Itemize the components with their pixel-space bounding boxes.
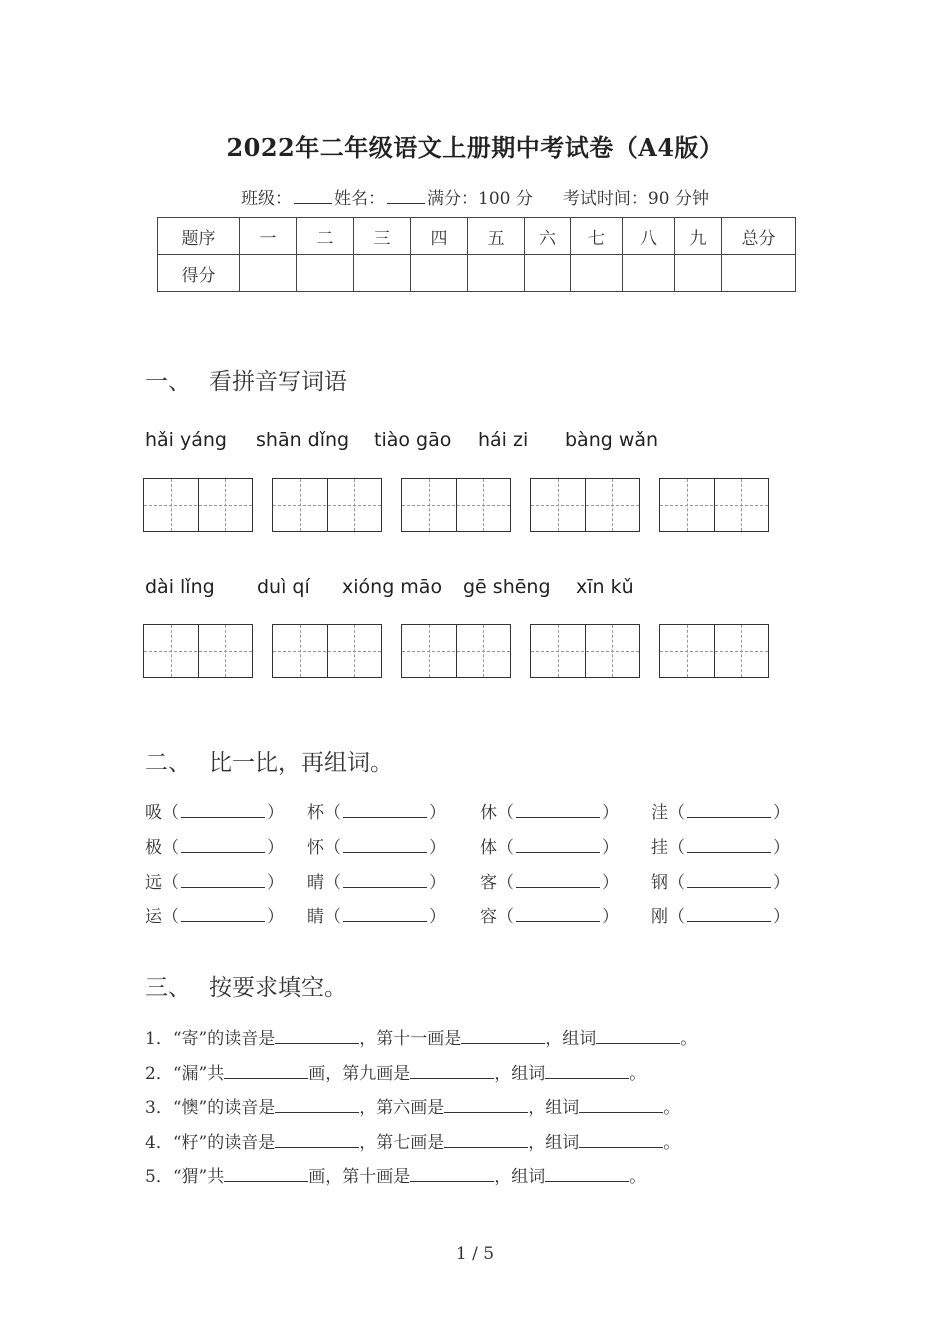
fill-text: 。 (629, 1167, 647, 1187)
fill-text: 1．“寄”的读音是 (145, 1029, 276, 1049)
close-paren: ） (602, 907, 619, 927)
compare-char: 客 (480, 873, 497, 893)
writing-box[interactable] (272, 624, 382, 678)
section2-title: 比一比，再组词。 (209, 750, 393, 776)
section3-heading (145, 969, 347, 1002)
fill-item (145, 1128, 680, 1153)
compare-item (307, 798, 446, 823)
open-paren: （ (324, 873, 341, 893)
name-blank[interactable] (387, 189, 425, 204)
compare-char: 极 (145, 838, 162, 858)
pinyin: hái zi (478, 429, 529, 451)
score-input-cell[interactable] (525, 255, 571, 292)
writing-box[interactable] (401, 478, 511, 532)
score-cell: 二 (297, 218, 354, 255)
fill-blank[interactable] (275, 1133, 359, 1148)
fill-item (145, 1024, 697, 1049)
compare-blank[interactable] (343, 907, 427, 922)
writing-box[interactable] (530, 478, 640, 532)
section3-number: 三、 (145, 975, 191, 1001)
open-paren: （ (162, 907, 179, 927)
fill-blank[interactable] (545, 1064, 629, 1079)
fill-text: ，组词 (494, 1064, 546, 1084)
fill-blank[interactable] (444, 1098, 528, 1113)
close-paren: ） (429, 838, 446, 858)
section1-number: 一、 (145, 369, 191, 395)
fill-item (145, 1059, 646, 1084)
fill-item (145, 1093, 680, 1118)
close-paren: ） (773, 803, 790, 823)
open-paren: （ (668, 803, 685, 823)
close-paren: ） (267, 803, 284, 823)
close-paren: ） (773, 873, 790, 893)
fill-text: 。 (663, 1133, 681, 1153)
compare-blank[interactable] (687, 838, 771, 853)
class-blank[interactable] (294, 189, 332, 204)
fill-text: ，第十一画是 (359, 1029, 462, 1049)
compare-item (651, 868, 790, 893)
open-paren: （ (497, 838, 514, 858)
exam-title: 2022年二年级语文上册期中考试卷（A4版） (226, 133, 724, 162)
compare-blank[interactable] (687, 873, 771, 888)
fill-blank[interactable] (444, 1133, 528, 1148)
score-cell: 五 (468, 218, 525, 255)
fill-blank[interactable] (579, 1133, 663, 1148)
score-cell: 八 (623, 218, 675, 255)
fill-text: 4．“籽”的读音是 (145, 1133, 276, 1153)
compare-blank[interactable] (516, 803, 600, 818)
compare-char: 挂 (651, 838, 668, 858)
close-paren: ） (267, 838, 284, 858)
compare-char: 钢 (651, 873, 668, 893)
writing-box[interactable] (530, 624, 640, 678)
compare-item (651, 833, 790, 858)
fill-text: ，组词 (528, 1133, 580, 1153)
writing-box[interactable] (401, 624, 511, 678)
compare-blank[interactable] (687, 907, 771, 922)
pinyin: hǎi yáng (145, 429, 227, 451)
pinyin: bàng wǎn (565, 429, 659, 451)
writing-box[interactable] (272, 478, 382, 532)
fill-blank[interactable] (275, 1098, 359, 1113)
fill-text: 。 (663, 1098, 681, 1118)
compare-blank[interactable] (516, 907, 600, 922)
score-row-label: 得分 (158, 255, 240, 292)
compare-item (480, 833, 619, 858)
compare-item (307, 868, 446, 893)
fill-text: 画，第十画是 (308, 1167, 411, 1187)
pinyin: dài lǐng (145, 576, 215, 598)
fill-text: 。 (680, 1029, 698, 1049)
compare-item (480, 902, 619, 927)
writing-box[interactable] (659, 478, 769, 532)
close-paren: ） (773, 907, 790, 927)
compare-blank[interactable] (343, 873, 427, 888)
open-paren: （ (497, 873, 514, 893)
compare-blank[interactable] (516, 873, 600, 888)
compare-char: 运 (145, 907, 162, 927)
fill-blank[interactable] (579, 1098, 663, 1113)
compare-blank[interactable] (181, 838, 265, 853)
compare-char: 远 (145, 873, 162, 893)
fill-text: ，组词 (545, 1029, 597, 1049)
close-paren: ） (267, 873, 284, 893)
score-input-cell[interactable] (468, 255, 525, 292)
open-paren: （ (497, 803, 514, 823)
score-table (157, 217, 796, 292)
fill-blank[interactable] (224, 1064, 308, 1079)
compare-item (145, 798, 284, 823)
fill-blank[interactable] (596, 1029, 680, 1044)
compare-blank[interactable] (181, 873, 265, 888)
page-number: 1 / 5 (455, 1244, 495, 1264)
compare-blank[interactable] (343, 803, 427, 818)
close-paren: ） (773, 838, 790, 858)
writing-box[interactable] (143, 624, 253, 678)
compare-blank[interactable] (687, 803, 771, 818)
section3-title: 按要求填空。 (209, 975, 347, 1001)
fill-text: 画，第九画是 (308, 1064, 411, 1084)
compare-item (307, 833, 446, 858)
section2-number: 二、 (145, 750, 191, 776)
fill-text: ，第六画是 (359, 1098, 445, 1118)
close-paren: ） (602, 803, 619, 823)
section2-heading (145, 744, 393, 777)
compare-item (307, 902, 446, 927)
score-input-cell[interactable] (571, 255, 623, 292)
compare-item (651, 902, 790, 927)
score-cell: 一 (240, 218, 297, 255)
open-paren: （ (162, 838, 179, 858)
fill-blank[interactable] (275, 1029, 359, 1044)
open-paren: （ (324, 838, 341, 858)
section1-heading (145, 363, 347, 396)
score-input-cell[interactable] (675, 255, 722, 292)
compare-char: 休 (480, 803, 497, 823)
close-paren: ） (267, 907, 284, 927)
compare-item (145, 868, 284, 893)
compare-blank[interactable] (343, 838, 427, 853)
pinyin: gē shēng (463, 576, 551, 598)
section1-title: 看拼音写词语 (209, 369, 347, 395)
close-paren: ） (602, 873, 619, 893)
compare-char: 怀 (307, 838, 324, 858)
open-paren: （ (668, 873, 685, 893)
open-paren: （ (162, 803, 179, 823)
fill-text: 2．“漏”共 (145, 1064, 225, 1084)
fill-text: ，组词 (494, 1167, 546, 1187)
compare-item (480, 868, 619, 893)
fill-blank[interactable] (224, 1167, 308, 1182)
compare-item (145, 902, 284, 927)
exam-info (0, 184, 950, 209)
full-score: 满分：100 分 (427, 189, 533, 209)
fill-text: 5．“猬”共 (145, 1167, 225, 1187)
compare-item (651, 798, 790, 823)
score-input-cell[interactable] (354, 255, 411, 292)
close-paren: ） (429, 803, 446, 823)
compare-char: 吸 (145, 803, 162, 823)
open-paren: （ (324, 803, 341, 823)
score-input-cell[interactable] (722, 255, 796, 292)
pinyin: xióng māo (342, 576, 443, 598)
open-paren: （ (324, 907, 341, 927)
open-paren: （ (668, 838, 685, 858)
score-cell: 七 (571, 218, 623, 255)
class-label: 班级： (241, 189, 293, 209)
compare-item (145, 833, 284, 858)
score-table-header-row (158, 218, 796, 255)
fill-blank[interactable] (410, 1167, 494, 1182)
fill-item (145, 1162, 646, 1187)
score-cell: 三 (354, 218, 411, 255)
compare-char: 晴 (307, 873, 324, 893)
compare-blank[interactable] (516, 838, 600, 853)
score-input-cell[interactable] (240, 255, 297, 292)
compare-char: 杯 (307, 803, 324, 823)
compare-item (480, 798, 619, 823)
compare-char: 容 (480, 907, 497, 927)
pinyin: shān dǐng (256, 429, 350, 451)
close-paren: ） (602, 838, 619, 858)
score-cell: 题序 (158, 218, 240, 255)
pinyin: xīn kǔ (576, 576, 634, 598)
score-input-cell[interactable] (297, 255, 354, 292)
score-cell: 四 (411, 218, 468, 255)
fill-blank[interactable] (410, 1064, 494, 1079)
compare-blank[interactable] (181, 907, 265, 922)
fill-blank[interactable] (545, 1167, 629, 1182)
open-paren: （ (162, 873, 179, 893)
exam-time: 考试时间：90 分钟 (562, 189, 709, 209)
score-input-cell[interactable] (623, 255, 675, 292)
compare-char: 体 (480, 838, 497, 858)
score-cell: 九 (675, 218, 722, 255)
compare-char: 洼 (651, 803, 668, 823)
score-table-score-row (158, 255, 796, 292)
writing-box[interactable] (659, 624, 769, 678)
score-cell: 总分 (722, 218, 796, 255)
fill-text: ，组词 (528, 1098, 580, 1118)
fill-text: ，第七画是 (359, 1133, 445, 1153)
open-paren: （ (668, 907, 685, 927)
fill-text: 3．“懊”的读音是 (145, 1098, 276, 1118)
fill-text: 。 (629, 1064, 647, 1084)
close-paren: ） (429, 873, 446, 893)
score-cell: 六 (525, 218, 571, 255)
fill-blank[interactable] (461, 1029, 545, 1044)
compare-char: 睛 (307, 907, 324, 927)
pinyin: tiào gāo (374, 429, 452, 451)
compare-char: 刚 (651, 907, 668, 927)
pinyin: duì qí (257, 576, 310, 598)
writing-box[interactable] (143, 478, 253, 532)
open-paren: （ (497, 907, 514, 927)
score-input-cell[interactable] (411, 255, 468, 292)
close-paren: ） (429, 907, 446, 927)
name-label: 姓名： (334, 189, 386, 209)
compare-blank[interactable] (181, 803, 265, 818)
